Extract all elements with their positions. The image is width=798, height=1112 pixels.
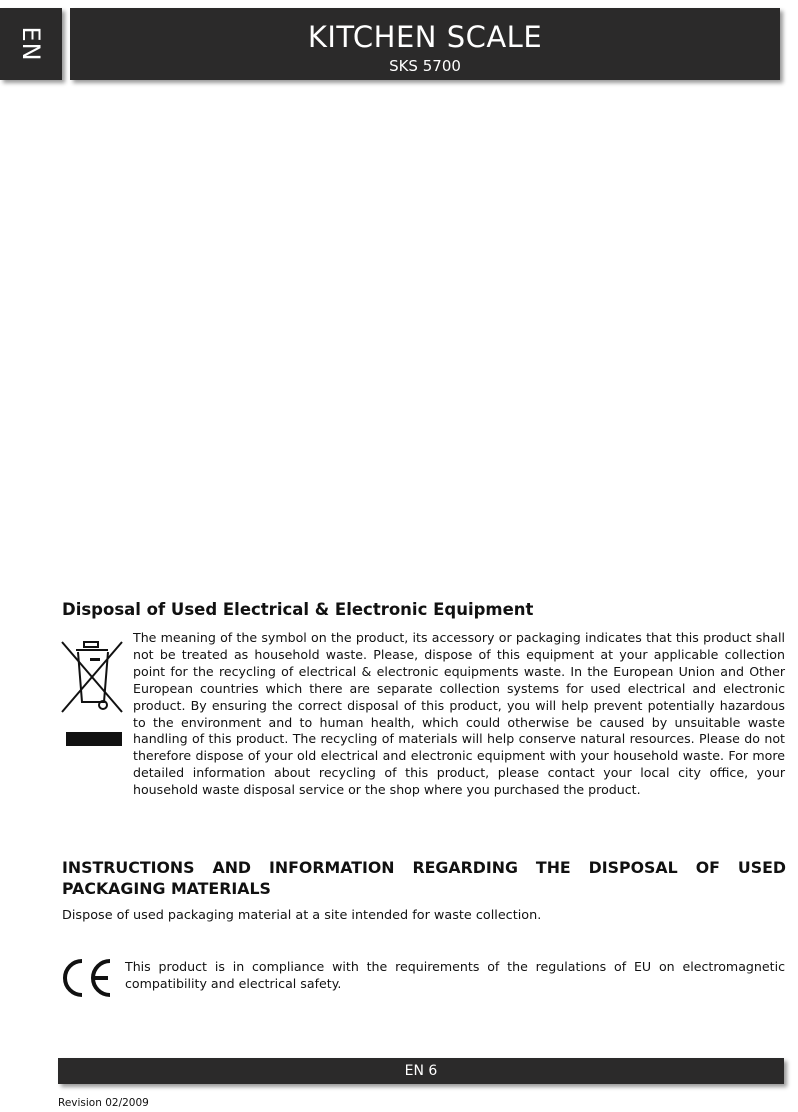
ce-mark-icon bbox=[60, 958, 112, 998]
weee-section-title: Disposal of Used Electrical & Electronic Equipment bbox=[62, 600, 534, 619]
page-number: EN 6 bbox=[404, 1063, 438, 1079]
ce-compliance-paragraph: This product is in compliance with the requirements of the regulations of EU on electromagnetic compatibility and electrical safety. bbox=[125, 959, 785, 991]
packaging-paragraph: Dispose of used packaging material at a site intended for waste collection. bbox=[62, 908, 542, 923]
header-bar bbox=[70, 8, 780, 80]
packaging-section-title: INSTRUCTIONS AND INFORMATION REGARDING THE DISPOSAL OF USED PACKAGING MATERIALS bbox=[62, 858, 786, 898]
language-tab-label: EN bbox=[17, 26, 45, 62]
language-tab bbox=[0, 8, 62, 80]
document-title: KITCHEN SCALE bbox=[307, 20, 543, 54]
weee-paragraph: The meaning of the symbol on the product, its accessory or packaging indicates that this product shall not be treated as household waste. Please, dispose of this equipment at your applicable collection point for the recycling of electrical & electronic equipments waste. In the European Union and Other European countries which there are separate collection systems for used electrical and electronic product. By ensuring the correct disposal of this product, you will help prevent potentially hazardous to the environment and to human health, which could otherwise be caused by unsuitable waste handling of this product. The recycling of materials will help conserve natural resources. Please do not therefore dispose of your old electrical and electronic equipment with your household waste. For more detailed information about recycling of this product, please contact your local city office, your household waste disposal service or the shop where you purchased the product. bbox=[133, 630, 785, 798]
revision-label: Revision 02/2009 bbox=[58, 1097, 149, 1109]
model-number: SKS 5700 bbox=[389, 57, 461, 75]
footer-bar bbox=[58, 1058, 784, 1084]
crossed-out-wheelie-bin-icon bbox=[60, 636, 124, 750]
